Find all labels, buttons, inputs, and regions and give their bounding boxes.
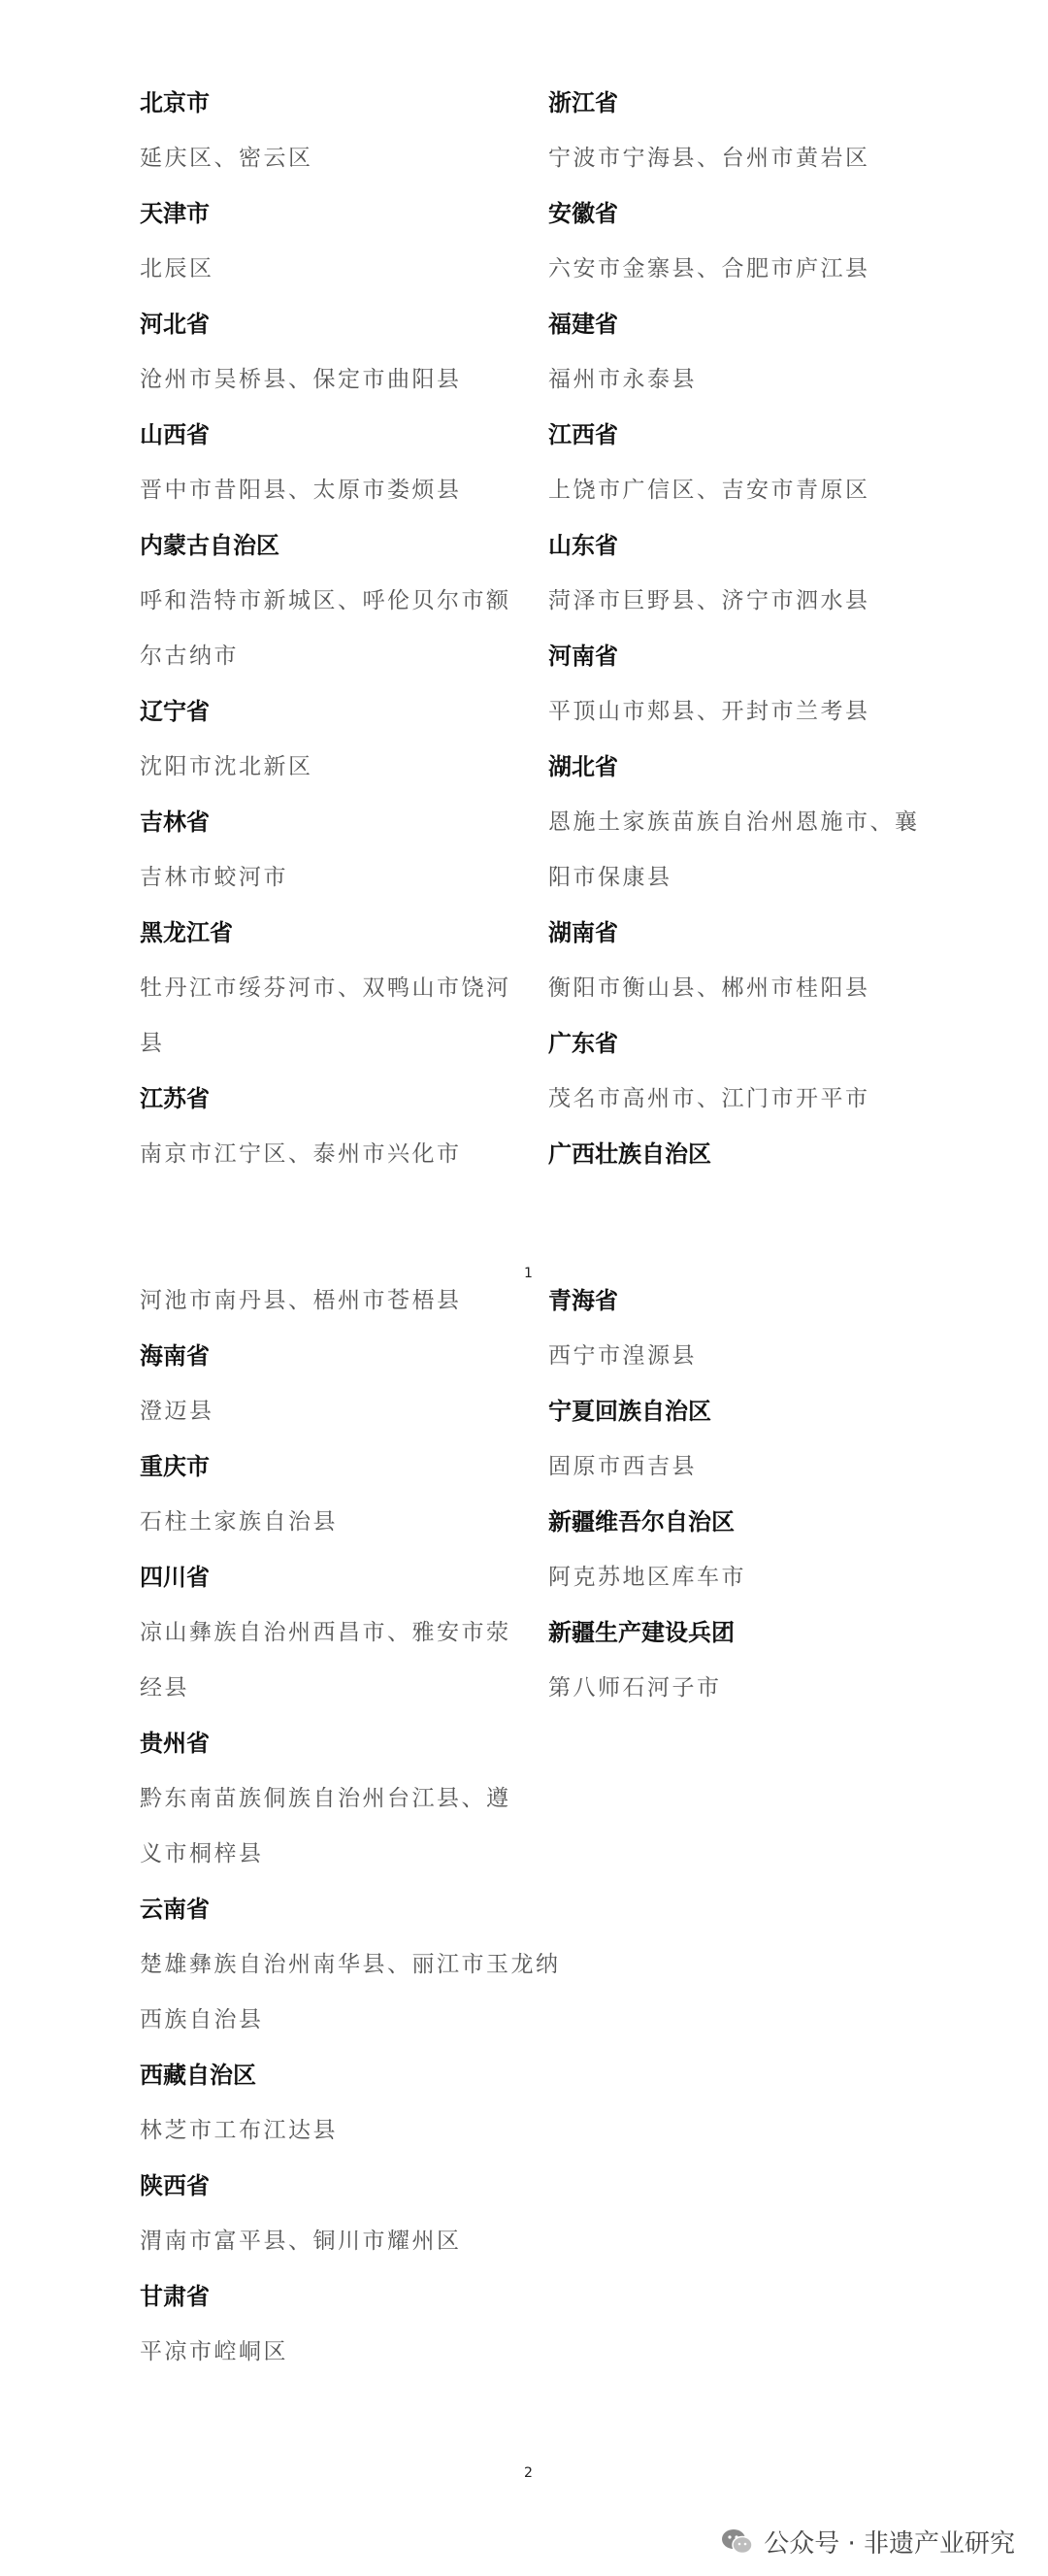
- province-name: 黑龙江省: [140, 919, 233, 946]
- province-name: 贵州省: [140, 1730, 210, 1757]
- province-name: 新疆维吾尔自治区: [548, 1508, 735, 1536]
- watermark-text: 公众号 · 非遗产业研究: [764, 2529, 1015, 2559]
- county-list-line: 晋中市昔阳县、太原市娄烦县: [140, 478, 462, 503]
- county-list-line: 恩施土家族苗族自治州恩施市、襄: [548, 809, 920, 835]
- province-name: 河南省: [548, 643, 618, 670]
- province-name: 天津市: [140, 200, 210, 227]
- county-list-line: 经县: [140, 1675, 189, 1701]
- county-list-line: 县: [140, 1031, 165, 1056]
- province-name: 陕西省: [140, 2172, 210, 2199]
- county-list-line: 义市桐梓县: [140, 1841, 264, 1866]
- county-list-line: 六安市金寨县、合肥市庐江县: [548, 256, 870, 281]
- county-list-line: 宁波市宁海县、台州市黄岩区: [548, 146, 870, 171]
- county-list-line: 茂名市高州市、江门市开平市: [548, 1086, 870, 1111]
- county-list-line: 吉林市蛟河市: [140, 865, 288, 890]
- province-name: 海南省: [140, 1342, 210, 1370]
- page2-right-column: [548, 1273, 936, 1716]
- county-list-line: 林芝市工布江达县: [140, 2118, 338, 2143]
- county-list-line: 平顶山市郏县、开封市兰考县: [548, 699, 870, 724]
- province-name: 江西省: [548, 421, 618, 448]
- province-name: 山西省: [140, 421, 210, 448]
- province-name: 辽宁省: [140, 698, 210, 725]
- province-name: 江苏省: [140, 1085, 210, 1112]
- province-name: 新疆生产建设兵团: [548, 1619, 735, 1646]
- county-list-line: 福州市永泰县: [548, 367, 697, 392]
- province-name: 广西壮族自治区: [548, 1140, 711, 1168]
- province-name: 湖北省: [548, 753, 618, 780]
- county-list-line: 沈阳市沈北新区: [140, 754, 313, 779]
- county-list-line: 延庆区、密云区: [140, 146, 313, 171]
- county-list-line: 平凉市崆峒区: [140, 2339, 288, 2364]
- province-name: 山东省: [548, 532, 618, 559]
- province-name: 云南省: [140, 1896, 210, 1923]
- county-list-line: 石柱土家族自治县: [140, 1509, 338, 1535]
- page-number: 2: [524, 2465, 533, 2481]
- province-name: 广东省: [548, 1030, 618, 1057]
- county-list-line: 第八师石河子市: [548, 1675, 722, 1701]
- county-list-line: 南京市江宁区、泰州市兴化市: [140, 1141, 462, 1167]
- county-list-line: 尔古纳市: [140, 644, 239, 669]
- county-list-line: 衡阳市衡山县、郴州市桂阳县: [548, 975, 870, 1001]
- province-name: 青海省: [548, 1287, 618, 1314]
- county-list-line: 北辰区: [140, 256, 214, 281]
- county-list-line: 上饶市广信区、吉安市青原区: [548, 478, 870, 503]
- county-list-line: 阳市保康县: [548, 865, 672, 890]
- province-name: 甘肃省: [140, 2283, 210, 2310]
- watermark: [721, 2524, 1015, 2559]
- county-list-line: 西宁市湟源县: [548, 1343, 697, 1369]
- page1-right-column: [548, 76, 936, 1182]
- province-name: 四川省: [140, 1564, 210, 1591]
- county-list-line: 固原市西吉县: [548, 1454, 697, 1479]
- wechat-icon: [721, 2527, 754, 2557]
- county-list-line: 渭南市富平县、铜川市耀州区: [140, 2229, 462, 2254]
- county-list-line: 沧州市吴桥县、保定市曲阳县: [140, 367, 462, 392]
- county-list-line: 楚雄彝族自治州南华县、丽江市玉龙纳: [140, 1952, 561, 1977]
- province-name: 内蒙古自治区: [140, 532, 279, 559]
- county-list-line: 西族自治县: [140, 2007, 264, 2032]
- province-name: 浙江省: [548, 89, 618, 116]
- page-number: 1: [524, 1266, 533, 1281]
- province-name: 重庆市: [140, 1453, 210, 1480]
- county-list-line: 凉山彝族自治州西昌市、雅安市荥: [140, 1620, 511, 1645]
- county-list-line: 河池市南丹县、梧州市苍梧县: [140, 1288, 462, 1313]
- county-list-line: 呼和浩特市新城区、呼伦贝尔市额: [140, 588, 511, 613]
- province-name: 宁夏回族自治区: [548, 1398, 711, 1425]
- province-name: 湖南省: [548, 919, 618, 946]
- county-list-line: 牡丹江市绥芬河市、双鸭山市饶河: [140, 975, 511, 1001]
- county-list-line: 澄迈县: [140, 1399, 214, 1424]
- province-name: 西藏自治区: [140, 2062, 256, 2089]
- page2-left-column: [140, 1273, 561, 2380]
- province-name: 福建省: [548, 311, 618, 338]
- county-list-line: 黔东南苗族侗族自治州台江县、遵: [140, 1786, 511, 1811]
- province-name: 安徽省: [548, 200, 618, 227]
- page1-left-column: [140, 76, 528, 1182]
- county-list-line: 菏泽市巨野县、济宁市泗水县: [548, 588, 870, 613]
- province-name: 北京市: [140, 89, 210, 116]
- county-list-line: 阿克苏地区库车市: [548, 1565, 746, 1590]
- province-name: 河北省: [140, 311, 210, 338]
- province-name: 吉林省: [140, 809, 210, 836]
